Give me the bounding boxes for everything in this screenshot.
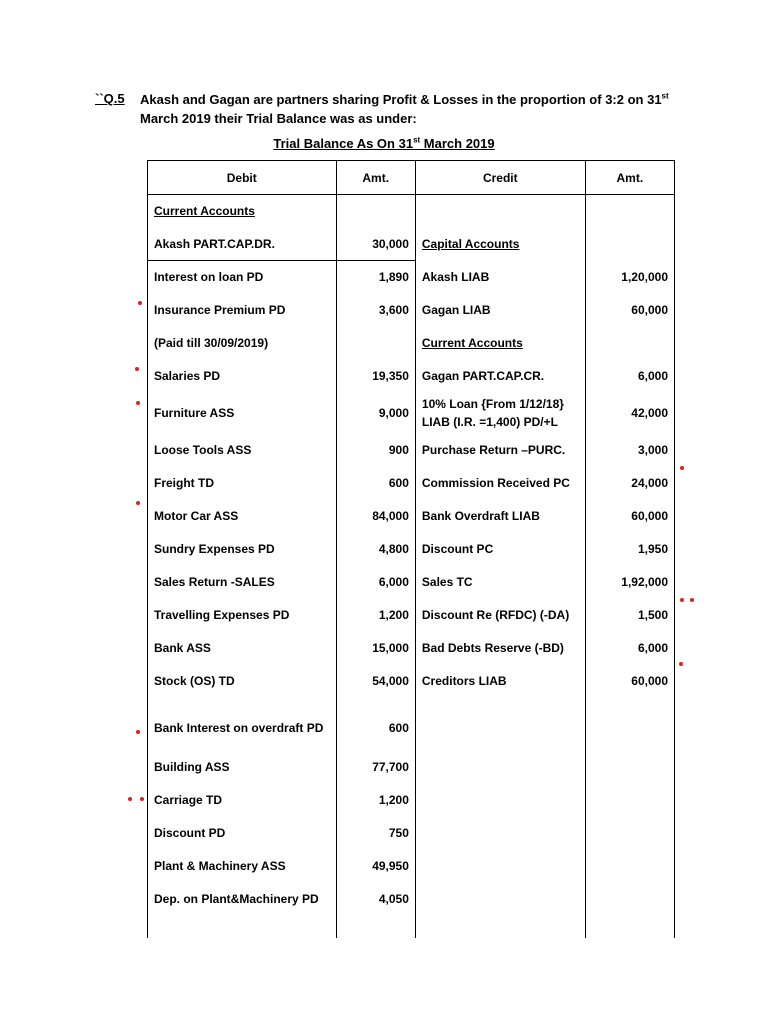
credit-amount [585,784,674,817]
debit-amount: 49,950 [336,850,415,883]
credit-amount [585,850,674,883]
credit-account [415,698,585,751]
table-row [148,360,675,393]
question-number: ``Q.5 [95,91,125,106]
debit-account: Building ASS [148,751,337,784]
empty-cell [148,916,337,938]
debit-account: Dep. on Plant&Machinery PD [148,883,337,916]
credit-amount [585,883,674,916]
annotation-dot [679,662,683,666]
debit-amount: 6,000 [336,566,415,599]
debit-amount: 4,050 [336,883,415,916]
credit-account: Current Accounts [415,327,585,360]
credit-amount [585,698,674,751]
debit-account: Bank ASS [148,632,337,665]
credit-amount: 1,92,000 [585,566,674,599]
debit-account: Akash PART.CAP.DR. [148,228,337,261]
credit-account [415,883,585,916]
debit-account: Furniture ASS [148,393,337,434]
debit-account: Stock (OS) TD [148,665,337,698]
debit-amount: 77,700 [336,751,415,784]
table-row [148,195,675,228]
credit-account: Purchase Return –PURC. [415,434,585,467]
debit-amount: 600 [336,698,415,751]
credit-account [415,195,585,228]
trial-balance-table [147,160,675,938]
debit-amount: 750 [336,817,415,850]
table-row [148,434,675,467]
debit-account: Bank Interest on overdraft PD [148,698,337,751]
credit-account: Bad Debts Reserve (-BD) [415,632,585,665]
header-debit: Debit [148,161,337,195]
debit-amount: 9,000 [336,393,415,434]
annotation-dot [128,797,132,801]
debit-amount: 19,350 [336,360,415,393]
credit-account [415,850,585,883]
empty-cell [585,916,674,938]
credit-amount: 1,500 [585,599,674,632]
empty-cell [415,916,585,938]
table-row [148,665,675,698]
debit-account: Travelling Expenses PD [148,599,337,632]
debit-amount: 84,000 [336,500,415,533]
table-row [148,784,675,817]
debit-amount: 600 [336,467,415,500]
table-row [148,327,675,360]
table-header-row [148,161,675,195]
credit-account: Creditors LIAB [415,665,585,698]
annotation-dot [140,797,144,801]
annotation-dot [136,501,140,505]
credit-amount: 6,000 [585,360,674,393]
credit-account: Gagan LIAB [415,294,585,327]
question-text: Akash and Gagan are partners sharing Profit & Losses in the proportion of 3:2 on 31st March 2019 their Trial Balance was as under: [140,91,669,126]
debit-account: Interest on loan PD [148,261,337,294]
debit-account: (Paid till 30/09/2019) [148,327,337,360]
table-row [148,632,675,665]
table-row [148,228,675,261]
table-row [148,566,675,599]
credit-amount: 42,000 [585,393,674,434]
debit-amount: 900 [336,434,415,467]
debit-account: Freight TD [148,467,337,500]
annotation-dot [136,401,140,405]
debit-account: Sales Return -SALES [148,566,337,599]
debit-account: Current Accounts [148,195,337,228]
table-row [148,393,675,434]
credit-account: Discount Re (RFDC) (-DA) [415,599,585,632]
debit-account: Sundry Expenses PD [148,533,337,566]
trial-balance-title: Trial Balance As On 31st March 2019 [273,135,495,151]
table-row [148,850,675,883]
credit-amount: 6,000 [585,632,674,665]
credit-amount: 1,950 [585,533,674,566]
credit-amount: 3,000 [585,434,674,467]
credit-account: Akash LIAB [415,261,585,294]
annotation-dot [135,367,139,371]
credit-account: Gagan PART.CAP.CR. [415,360,585,393]
credit-account [415,751,585,784]
debit-account: Loose Tools ASS [148,434,337,467]
annotation-dot [680,598,684,602]
debit-amount: 1,200 [336,599,415,632]
table-row [148,599,675,632]
credit-account: 10% Loan {From 1/12/18} LIAB (I.R. =1,400) PD/+L [415,393,585,434]
table-row [148,698,675,751]
credit-amount [585,817,674,850]
debit-amount [336,327,415,360]
credit-account: Bank Overdraft LIAB [415,500,585,533]
credit-account: Sales TC [415,566,585,599]
debit-amount: 1,890 [336,261,415,294]
credit-account: Commission Received PC [415,467,585,500]
header-credit-amount: Amt. [585,161,674,195]
empty-cell [336,916,415,938]
table-spacer-row [148,916,675,938]
credit-amount: 60,000 [585,294,674,327]
debit-amount: 54,000 [336,665,415,698]
credit-amount [585,228,674,261]
credit-amount [585,195,674,228]
credit-amount: 60,000 [585,500,674,533]
credit-account [415,784,585,817]
table-row [148,817,675,850]
credit-amount: 24,000 [585,467,674,500]
debit-amount: 15,000 [336,632,415,665]
credit-amount [585,327,674,360]
credit-amount [585,751,674,784]
debit-account: Insurance Premium PD [148,294,337,327]
debit-account: Plant & Machinery ASS [148,850,337,883]
debit-amount: 1,200 [336,784,415,817]
debit-account: Discount PD [148,817,337,850]
annotation-dot [136,730,140,734]
table-row [148,533,675,566]
credit-account [415,817,585,850]
table-row [148,751,675,784]
table-row [148,294,675,327]
annotation-dot [680,466,684,470]
credit-amount: 60,000 [585,665,674,698]
debit-account: Motor Car ASS [148,500,337,533]
debit-amount [336,195,415,228]
debit-amount: 30,000 [336,228,415,261]
table-row [148,883,675,916]
header-credit: Credit [415,161,585,195]
table-row [148,261,675,294]
credit-account: Discount PC [415,533,585,566]
debit-amount: 4,800 [336,533,415,566]
header-debit-amount: Amt. [336,161,415,195]
debit-account: Carriage TD [148,784,337,817]
debit-amount: 3,600 [336,294,415,327]
table-row [148,467,675,500]
debit-account: Salaries PD [148,360,337,393]
credit-account: Capital Accounts [415,228,585,261]
annotation-dot [138,301,142,305]
annotation-dot [690,598,694,602]
table-row [148,500,675,533]
credit-amount: 1,20,000 [585,261,674,294]
